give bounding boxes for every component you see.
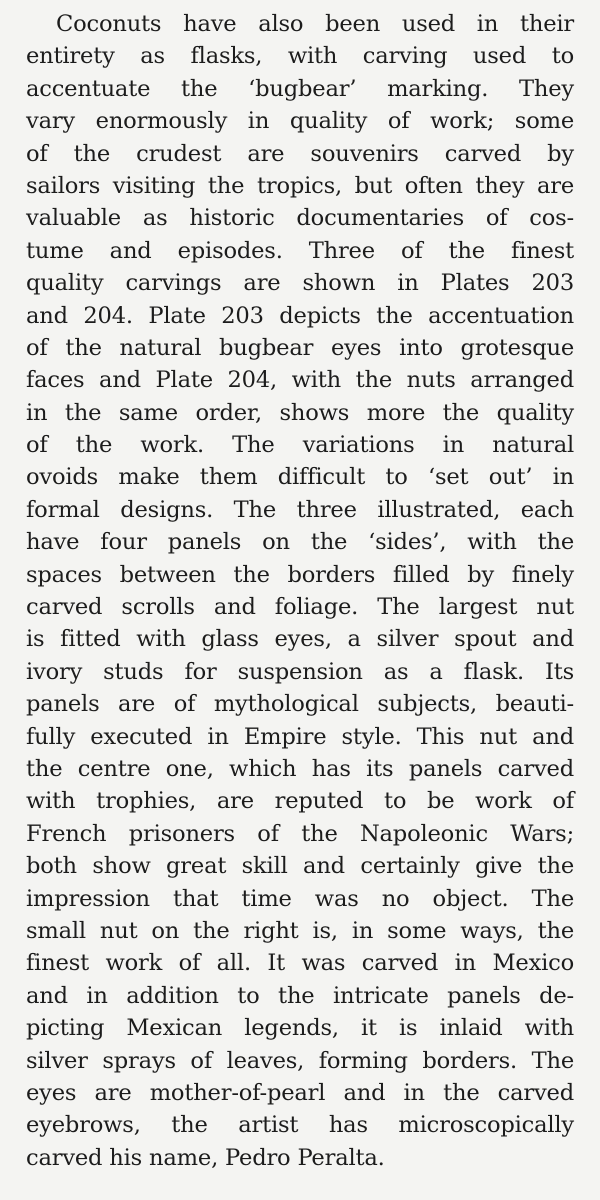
text-line: eyes are mother-of-pearl and in the carved: [26, 1079, 574, 1106]
text-line: panels are of mythological subjects, beauti-: [26, 691, 574, 718]
text-line: Coconuts have also been used in their: [56, 11, 574, 37]
text-line: silver sprays of leaves, forming borders. The: [26, 1047, 574, 1074]
text-line: of the natural bugbear eyes into grotesque: [26, 334, 574, 361]
text-line: vary enormously in quality of work; some: [26, 108, 574, 135]
text-line: finest work of all. It was carved in Mexico: [26, 950, 574, 977]
text-line: carved scrolls and foliage. The largest nut: [26, 594, 574, 621]
text-column: [26, 8, 574, 1174]
text-line: picting Mexican legends, it is inlaid with: [26, 1015, 574, 1042]
text-line: accentuate the ‘bugbear’ marking. They: [26, 75, 574, 102]
text-line: of the crudest are souvenirs carved by: [26, 140, 574, 167]
text-line: valuable as historic documentaries of cos-: [26, 205, 574, 232]
text-line: the centre one, which has its panels carved: [26, 755, 574, 782]
text-line: eyebrows, the artist has microscopically: [26, 1112, 574, 1139]
text-line: have four panels on the ‘sides’, with the: [26, 529, 574, 556]
text-line: tume and episodes. Three of the finest: [26, 237, 574, 264]
text-line: French prisoners of the Napoleonic Wars;: [26, 820, 574, 847]
text-line: sailors visiting the tropics, but often they are: [26, 172, 574, 199]
text-line: ivory studs for suspension as a flask. Its: [26, 658, 574, 685]
text-line: faces and Plate 204, with the nuts arranged: [26, 367, 574, 394]
text-line: fully executed in Empire style. This nut and: [26, 723, 574, 750]
text-line: entirety as flasks, with carving used to: [26, 43, 574, 70]
text-line: quality carvings are shown in Plates 203: [26, 270, 574, 297]
text-line: spaces between the borders filled by finely: [26, 561, 574, 588]
text-line: impression that time was no object. The: [26, 885, 574, 912]
text-line: small nut on the right is, in some ways, the: [26, 917, 574, 944]
text-line: in the same order, shows more the quality: [26, 399, 574, 426]
text-line: ovoids make them difficult to ‘set out’ in: [26, 464, 574, 491]
text-line: both show great skill and certainly give the: [26, 853, 574, 880]
text-line: and in addition to the intricate panels de-: [26, 982, 574, 1009]
text-line: carved his name, Pedro Peralta.: [26, 1144, 385, 1171]
text-line: and 204. Plate 203 depicts the accentuation: [26, 302, 574, 329]
text-line: with trophies, are reputed to be work of: [26, 788, 574, 815]
text-line: is fitted with glass eyes, a silver spout and: [26, 626, 574, 653]
text-line: formal designs. The three illustrated, each: [26, 496, 574, 523]
text-line: of the work. The variations in natural: [26, 432, 574, 459]
